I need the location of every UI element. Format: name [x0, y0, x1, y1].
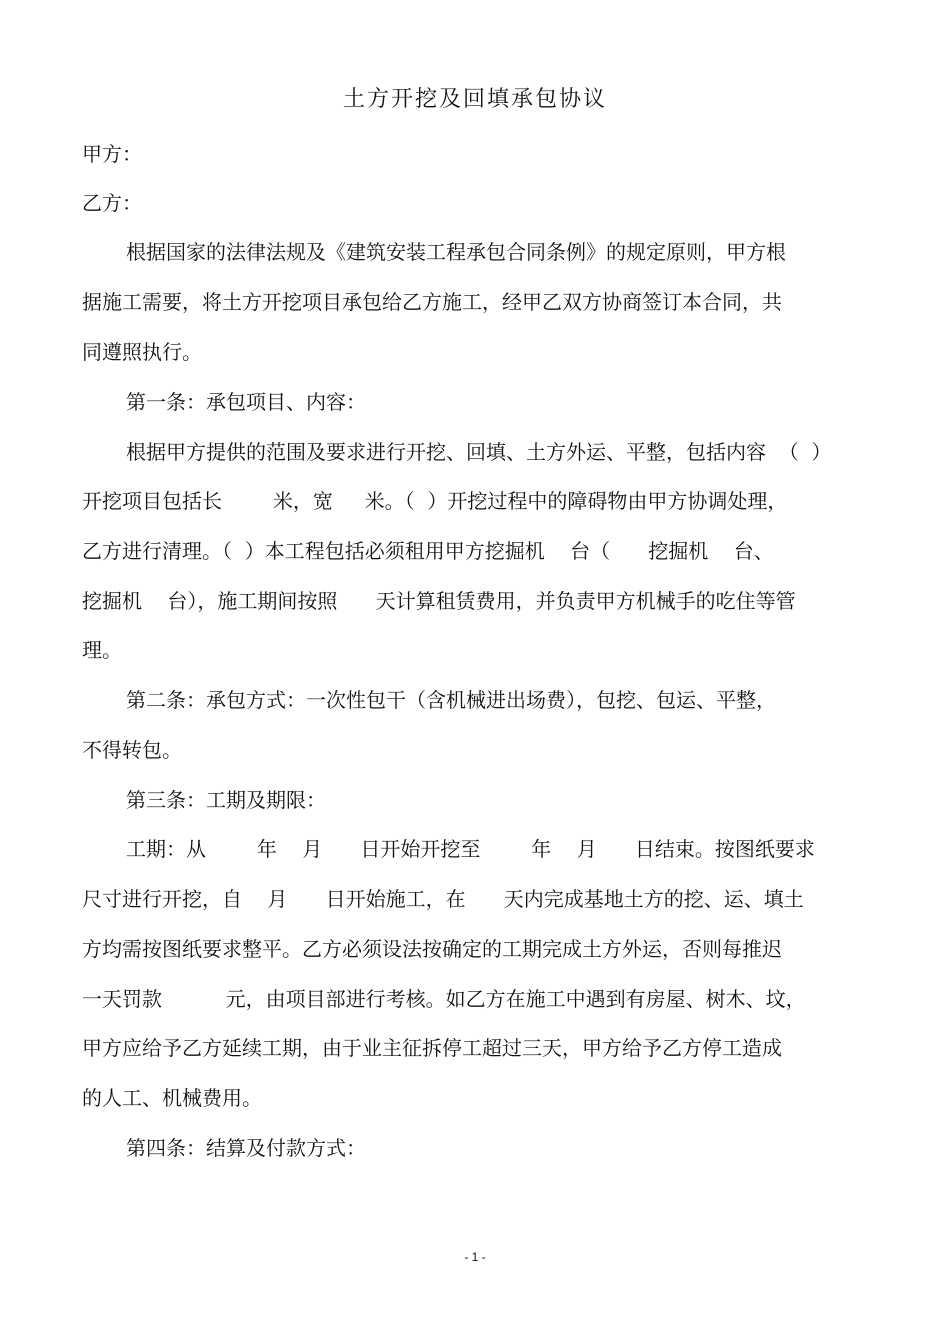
article4-heading: 第四条：结算及付款方式： — [126, 1136, 366, 1160]
article1-line-3: 乙方进行清理。（ ）本工程包括必须租用甲方挖掘机 台（ 挖掘机 台、 — [82, 539, 774, 563]
article1-line-2: 开挖项目包括长 米，宽 米。（ ）开挖过程中的障碍物由甲方协调处理， — [82, 489, 788, 513]
article1-line-5: 理。 — [82, 638, 122, 662]
document-title: 土方开挖及回填承包协议 — [342, 87, 607, 112]
intro-line-3: 同遵照执行。 — [82, 340, 202, 364]
page-number: - 1 - — [464, 1250, 486, 1264]
article3-line-1: 工期：从 年 月 日开始开挖至 年 月 日结束。按图纸要求 — [126, 837, 815, 861]
article2-line-1: 第二条：承包方式：一次性包干（含机械进出场费），包挖、包运、平整， — [126, 688, 776, 712]
article3-line-5: 甲方应给予乙方延续工期，由于业主征拆停工超过三天，甲方给予乙方停工造成 — [82, 1036, 782, 1060]
party-a-label: 甲方： — [82, 142, 142, 166]
article1-line-4: 挖掘机 台），施工期间按照 天计算租赁费用，并负责甲方机械手的吃住等管 — [82, 589, 796, 613]
article3-line-4: 一天罚款 元，由项目部进行考核。如乙方在施工中遇到有房屋、树木、坟， — [82, 987, 806, 1011]
intro-line-2: 据施工需要，将土方开挖项目承包给乙方施工，经甲乙双方协商签订本合同，共 — [82, 290, 782, 314]
article1-line-1: 根据甲方提供的范围及要求进行开挖、回填、土方外运、平整，包括内容 （ ） — [126, 440, 832, 464]
article1-heading: 第一条：承包项目、内容： — [126, 390, 366, 414]
article3-line-3: 方均需按图纸要求整平。乙方必须设法按确定的工期完成土方外运，否则每推迟 — [82, 937, 782, 961]
article3-heading: 第三条：工期及期限： — [126, 788, 326, 812]
article3-line-2: 尺寸进行开挖，自 月 日开始施工，在 天内完成基地土方的挖、运、填土 — [82, 887, 804, 911]
article2-line-2: 不得转包。 — [82, 738, 182, 762]
article3-line-6: 的人工、机械费用。 — [82, 1086, 262, 1110]
party-b-label: 乙方： — [82, 191, 142, 215]
intro-line-1: 根据国家的法律法规及《建筑安装工程承包合同条例》的规定原则，甲方根 — [126, 240, 786, 264]
